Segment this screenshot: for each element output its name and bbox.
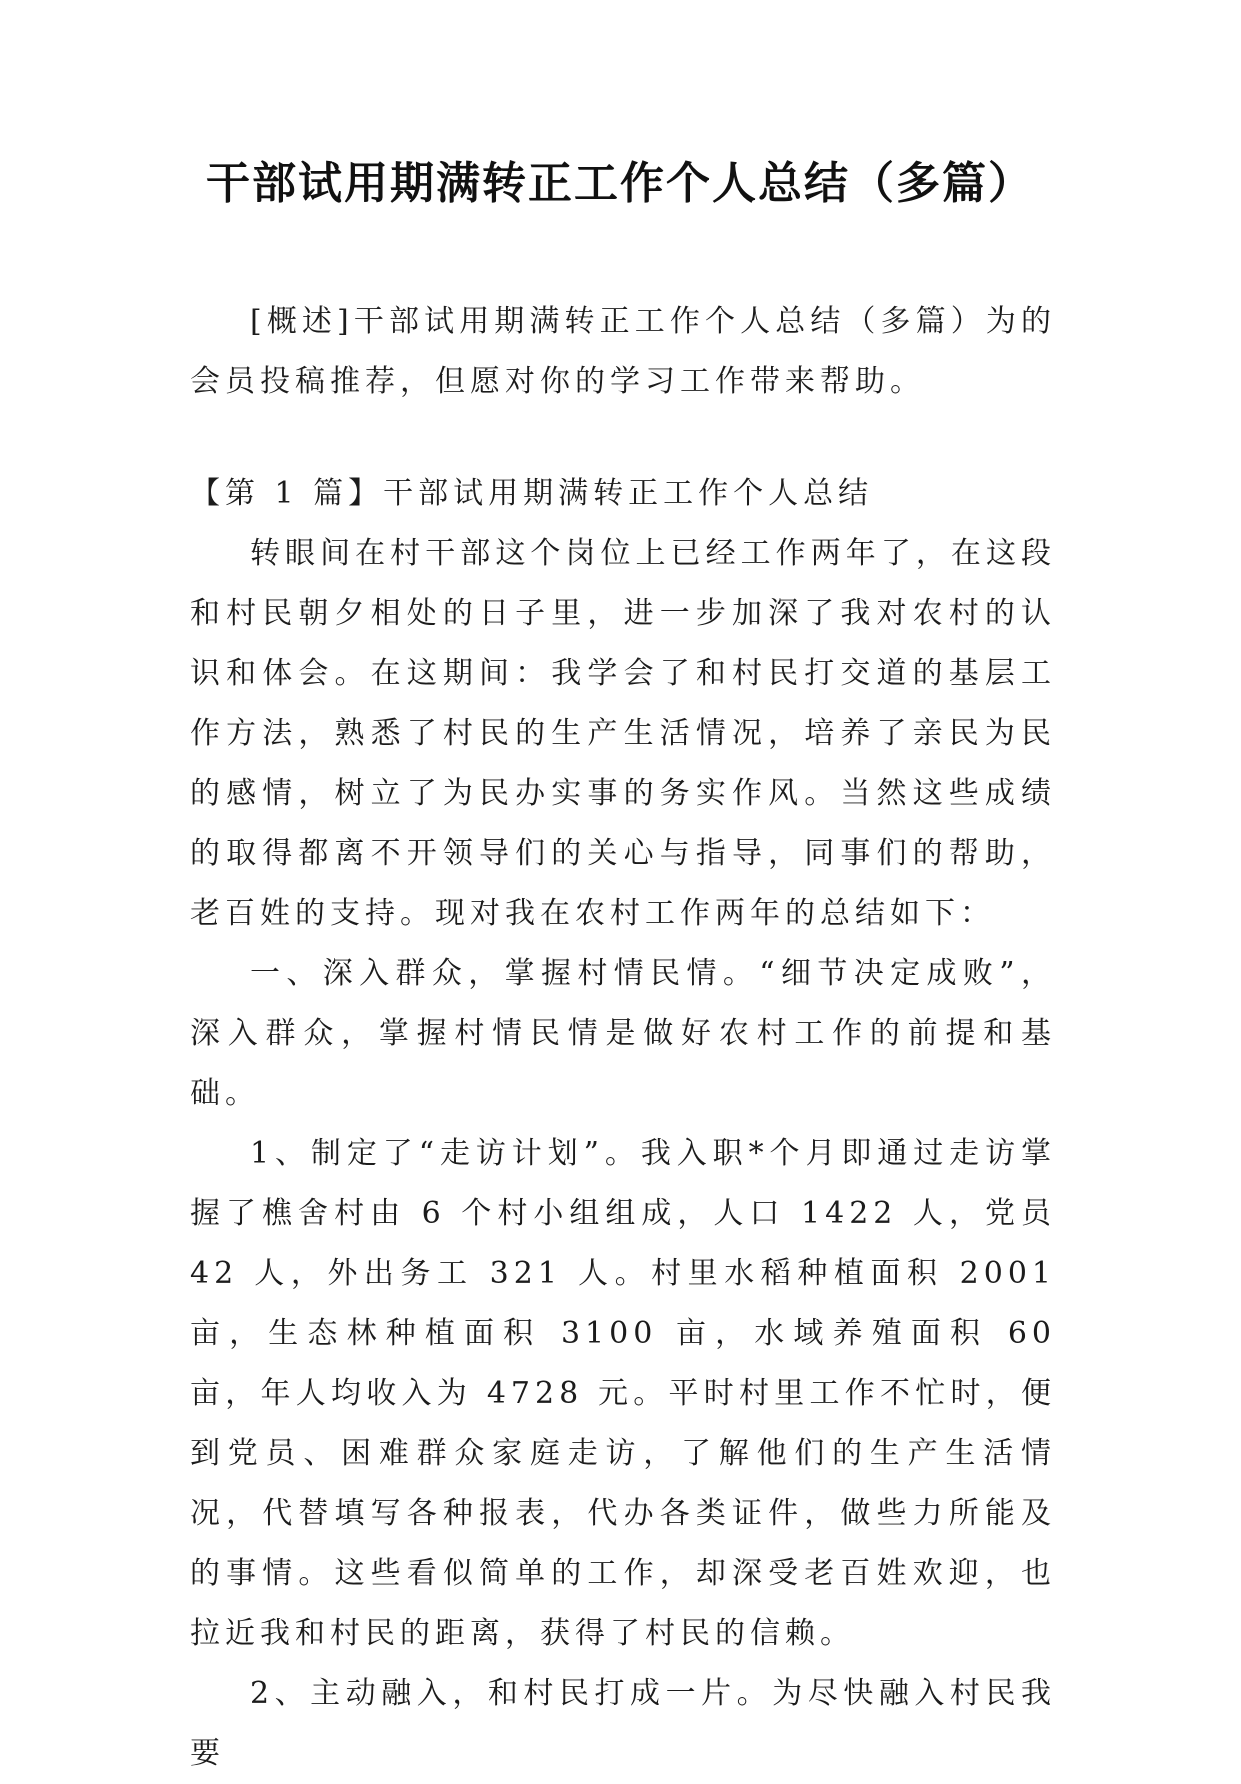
document-title: 干部试用期满转正工作个人总结（多篇） <box>206 158 1034 209</box>
body-paragraph-intro: 转眼间在村干部这个岗位上已经工作两年了，在这段和村民朝夕相处的日子里，进一步加深了我对农村的认识和体会。在这期间：我学会了和村民打交道的基层工作方法，熟悉了村民的生产生活情况，培养了亲民为民的感情，树立了为民办实事的务实作风。当然这些成绩的取得都离不开领导们的关心与指导，同事们的帮助，老百姓的支持。现对我在农村工作两年的总结如下： <box>190 536 1056 931</box>
article-body <box>190 464 1056 1784</box>
summary-block <box>190 292 1056 412</box>
summary-paragraph: [概述]干部试用期满转正工作个人总结（多篇）为的会员投稿推荐，但愿对你的学习工作带来帮助。 <box>190 304 1056 399</box>
section-heading: 【第 1 篇】干部试用期满转正工作个人总结 <box>190 476 874 511</box>
body-paragraph-visit-plan: 1、制定了“走访计划”。我入职*个月即通过走访掌握了樵舍村由 6 个村小组组成，人口 1422 人，党员 42 人，外出务工 321 人。村里水稻种植面积 2001 亩，生态林种植面积 3100 亩，水域养殖面积 60 亩，年人均收入为 4728 元。平时村里工作不忙时，便到党员、困难群众家庭走访，了解他们的生产生活情况，代替填写各种报表，代办各类证件，做些力所能及的事情。这些看似简单的工作，却深受老百姓欢迎，也拉近我和村民的距离，获得了村民的信赖。 <box>190 1136 1056 1651</box>
body-paragraph-point-one: 一、深入群众，掌握村情民情。“细节决定成败”，深入群众，掌握村情民情是做好农村工作的前提和基础。 <box>190 956 1056 1111</box>
body-paragraph-integration: 2、主动融入，和村民打成一片。为尽快融入村民我要 <box>190 1676 1056 1771</box>
